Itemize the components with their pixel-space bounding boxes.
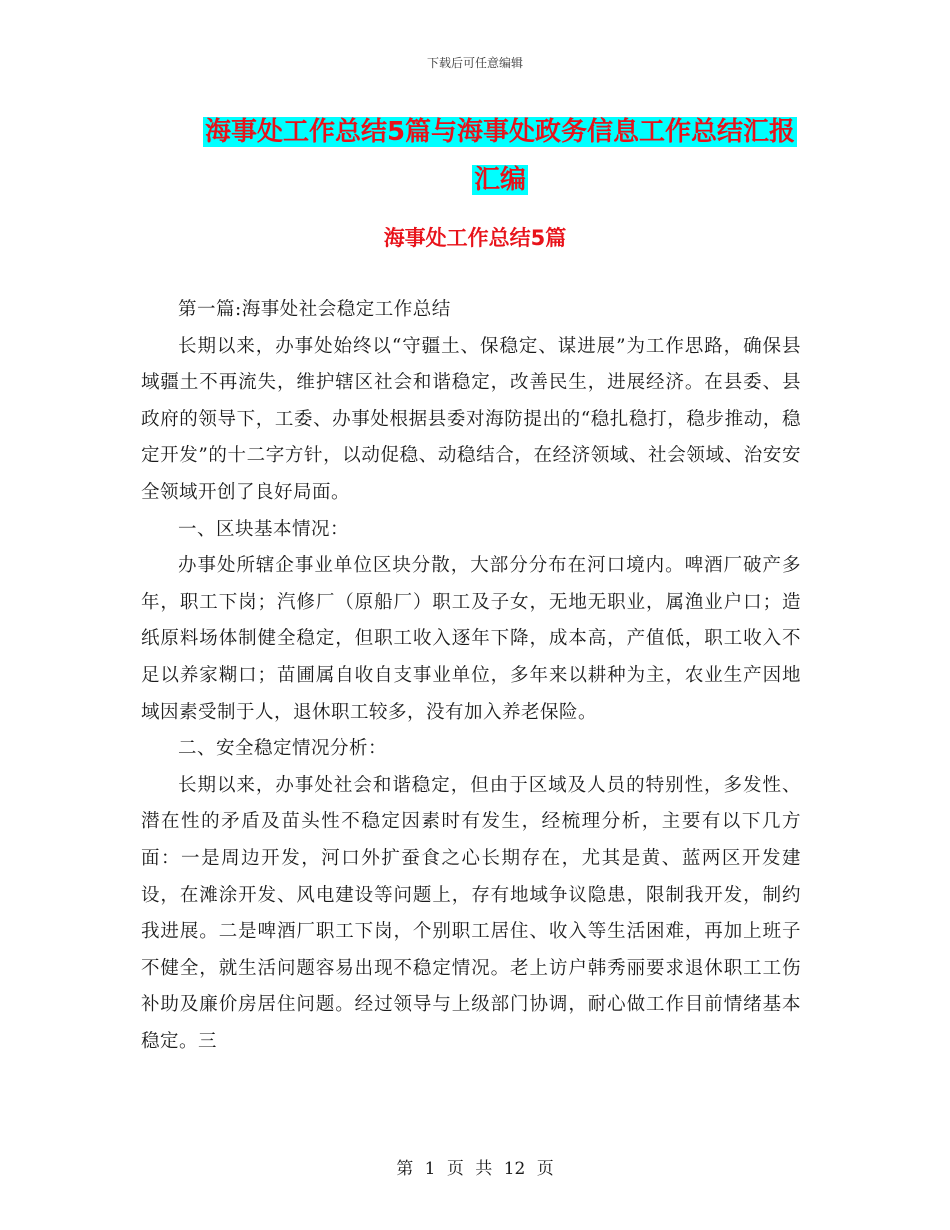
document-title-line2: 汇编	[473, 165, 526, 195]
paragraph: 办事处所辖企事业单位区块分散，大部分分布在河口境内。啤酒厂破产多年，职工下岗；汽修厂（原船厂）职工及子女，无地无职业，属渔业户口；造纸原料场体制健全稳定，但职工收入逐年下降，成本高，产值低，职工收入不足以养家糊口；苗圃属自收自支事业单位，多年来以耕种为主，农业生产因地域因素受制于人，退休职工较多，没有加入养老保险。	[141, 555, 801, 723]
document-title	[150, 108, 850, 204]
document-body	[141, 292, 801, 1060]
paragraph: 长期以来，办事处社会和谐稳定，但由于区域及人员的特别性，多发性、潜在性的矛盾及苗头性不稳定因素时有发生，经梳理分析，主要有以下几方面：一是周边开发，河口外扩蚕食之心长期存在，尤其是黄、蓝两区开发建设，在滩涂开发、风电建设等问题上，存有地域争议隐患，限制我开发，制约我进展。二是啤酒厂职工下岗，个别职工居住、收入等生活困难，再加上班子不健全，就生活问题容易出现不稳定情况。老上访户韩秀丽要求退休职工工伤补助及廉价房居住问题。经过领导与上级部门协调，耐心做工作目前情绪基本稳定。三	[141, 774, 801, 1052]
document-title-line1: 海事处工作总结5篇与海事处政务信息工作总结汇报	[204, 117, 796, 147]
section-title: 海事处工作总结5篇	[383, 226, 567, 250]
header-note: 下载后可任意编辑	[426, 56, 523, 70]
paragraph-heading: 一、区块基本情况：	[178, 518, 350, 540]
paragraph-heading: 二、安全稳定情况分析：	[178, 738, 388, 760]
page-footer: 第 1 页 共 12 页	[396, 1159, 554, 1179]
paragraph-subtitle: 第一篇:海事处社会稳定工作总结	[178, 299, 451, 320]
paragraph: 长期以来，办事处始终以“守疆土、保稳定、谋进展”为工作思路，确保县域疆土不再流失，维护辖区社会和谐稳定，改善民生，进展经济。在县委、县政府的领导下，工委、办事处根据县委对海防提出的“稳扎稳打，稳步推动，稳定开发”的十二字方针，以动促稳、动稳结合，在经济领域、社会领域、治安安全领域开创了良好局面。	[141, 335, 801, 503]
